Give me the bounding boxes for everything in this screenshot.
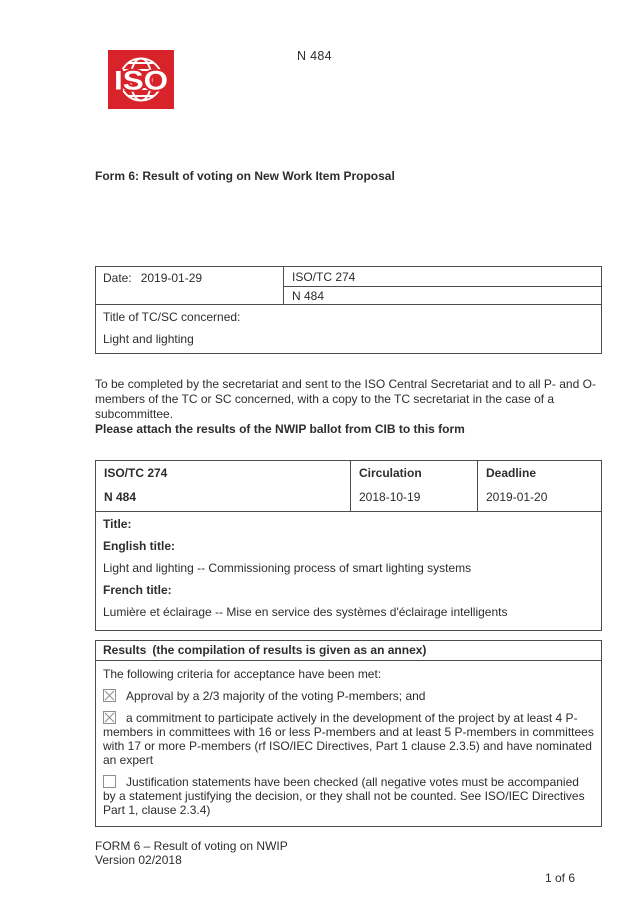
french-title: Lumière et éclairage -- Mise en service des systèmes d'éclairage intelligents (103, 605, 508, 619)
checkbox-icon[interactable] (103, 775, 116, 788)
page-number: 1 of 6 (545, 871, 576, 885)
intro-paragraph: To be completed by the secretariat and sent to the ISO Central Secretariat and to all P- and O-members of the TC or SC concerned, with a copy to the TC secretariat in the case of a subcommittee. (95, 377, 596, 421)
circulation-date: 2018-10-19 (359, 490, 421, 504)
criterion-row (103, 689, 594, 703)
criterion-text: Justification statements have been checked (all negative votes must be accompanied by a statement justifying the decision, or they shall not be counted. See ISO/IEC Directives Part 1, clause 2.3.4) (103, 775, 585, 817)
doc-number: N 484 (297, 49, 332, 63)
english-title: Light and lighting -- Commissioning process of smart lighting systems (103, 561, 472, 575)
english-title-label: English title: (103, 539, 175, 553)
attach-instruction: Please attach the results of the NWIP ballot from CIB to this form (95, 422, 465, 436)
deadline-label: Deadline (486, 466, 537, 480)
results-header-note: (the compilation of results is given as an annex) (152, 643, 427, 657)
intro-section (95, 377, 605, 437)
ballot-committee-cell (96, 461, 350, 511)
title-cell (96, 511, 601, 630)
tc-title-cell (96, 304, 601, 353)
results-header-label: Results (103, 643, 147, 657)
criterion-text: a commitment to participate actively in the development of the project by at least 4 P-members in committees with 16 or less P-members and at least 5 P-members in committees with 17 or more P-members (rf ISO/IEC Directives, Part 1 clause 2.3.5) and have nominated an expert (103, 711, 594, 767)
date-cell (96, 267, 283, 304)
criteria-intro: The following criteria for acceptance have been met: (103, 667, 382, 681)
results-section (95, 640, 602, 827)
results-body (96, 661, 601, 826)
form-title: Form 6: Result of voting on New Work Item Proposal (95, 169, 395, 183)
date-value: 2019-01-29 (140, 271, 203, 285)
criterion-row (103, 775, 594, 817)
committee-reference: ISO/TC 274 (283, 267, 601, 287)
criterion-text: Approval by a 2/3 majority of the voting P-members; and (126, 689, 426, 703)
circulation-cell (350, 461, 477, 511)
footer-form-name: FORM 6 – Result of voting on NWIP (95, 839, 288, 853)
date-label: Date: (103, 271, 132, 285)
ballot-doc-number: N 484 (104, 490, 137, 504)
footer (95, 839, 288, 867)
checkbox-icon[interactable] (103, 689, 116, 702)
footer-version: Version 02/2018 (95, 853, 182, 867)
french-title-label: French title: (103, 583, 172, 597)
info-table (95, 266, 602, 354)
deadline-date: 2019-01-20 (486, 490, 548, 504)
criterion-row (103, 711, 594, 767)
ballot-committee: ISO/TC 274 (104, 466, 168, 480)
title-label: Title: (103, 517, 132, 531)
doc-number-reference: N 484 (283, 287, 601, 304)
checkbox-icon[interactable] (103, 711, 116, 724)
iso-logo-icon (108, 50, 174, 109)
circulation-label: Circulation (359, 466, 422, 480)
iso-logo-text: ISO (114, 65, 168, 96)
ballot-table (95, 460, 602, 631)
tc-title-label: Title of TC/SC concerned: (103, 310, 241, 324)
deadline-cell (477, 461, 601, 511)
tc-title-value: Light and lighting (103, 332, 194, 346)
results-header (96, 641, 601, 661)
